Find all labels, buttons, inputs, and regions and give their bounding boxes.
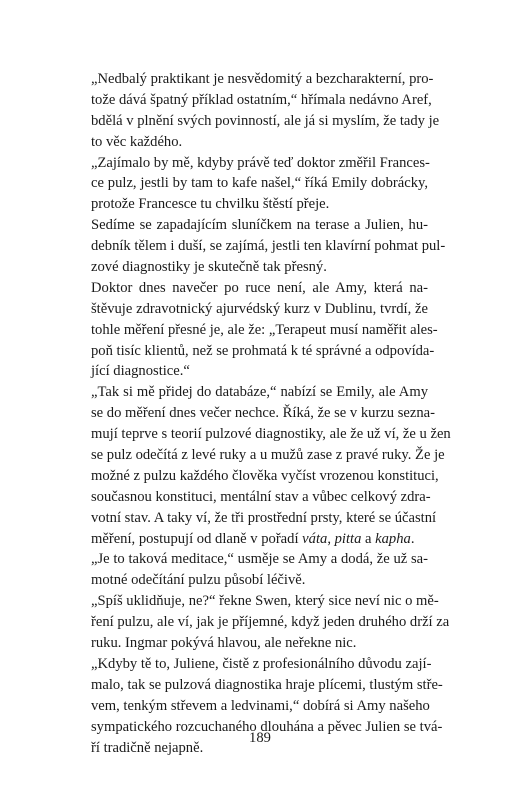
text-line: protože Francesce tu chvilku štěstí přeje. bbox=[91, 196, 330, 213]
page-number: 189 bbox=[249, 730, 271, 746]
text-line: zové diagnostiky je skutečně tak přesný. bbox=[91, 259, 327, 276]
text-line: malo, tak se pulzová diagnostika hraje plícemi, tlustým stře- bbox=[91, 676, 443, 693]
text-line: sympatického rozcuchaného dlouhána a pěvec Julien se tvá- bbox=[91, 718, 443, 735]
text-line: měření, postupují od dlaně v pořadí váta, pitta a kapha. bbox=[91, 530, 415, 547]
text-line: Doktor dnes navečer po ruce není, ale Amy, která na- bbox=[91, 279, 428, 296]
text-line: současnou konstituci, mentální stav a vůbec celkový zdra- bbox=[91, 488, 431, 505]
text-line: bdělá v plnění svých povinností, ale já si myslím, že tady je bbox=[91, 112, 440, 129]
text-line: tože dává špatný příklad ostatním,“ hřímala nedávno Aref, bbox=[91, 91, 432, 108]
paragraph bbox=[91, 69, 440, 153]
text-line: to věc každého. bbox=[91, 133, 183, 150]
text-line: „Zajímalo by mě, kdyby právě teď doktor změřil Frances- bbox=[91, 154, 430, 171]
paragraph bbox=[91, 215, 446, 278]
text-line: motné odečítání pulzu působí léčivě. bbox=[91, 572, 306, 589]
text-line: poň tisíc klientů, než se prohmatá k té správné a odpovída- bbox=[91, 342, 435, 359]
text-line: „Nedbalý praktikant je nesvědomitý a bezcharakterní, pro- bbox=[91, 71, 434, 87]
text-line: vem, tenkým střevem a ledvinami,“ dobírá si Amy našeho bbox=[91, 697, 430, 714]
text-line: ření pulzu, ale ví, jak je příjemné, když jeden druhého drží za bbox=[91, 614, 450, 631]
paragraph bbox=[91, 153, 428, 216]
text-line: mují teprve s teorií pulzové diagnostiky, ale že už ví, že u žen bbox=[91, 426, 451, 443]
text-line: „Kdyby tě to, Juliene, čistě z profesionálního důvodu zají- bbox=[91, 655, 432, 672]
paragraph bbox=[91, 549, 428, 591]
text-line: ří tradičně nejapně. bbox=[91, 739, 204, 756]
text-line: možné z pulzu každého člověka vyčíst vrozenou konstituci, bbox=[91, 467, 439, 484]
text-line: tohle měření přesné je, ale že: „Terapeut musí naměřit ales- bbox=[91, 321, 438, 338]
text-line: votní stav. A taky ví, že tři prostřední prsty, které se účastní bbox=[91, 509, 437, 526]
text-line: ruku. Ingmar pokývá hlavou, ale neřekne nic. bbox=[91, 635, 357, 652]
text-line: se do měření dnes večer nechce. Říká, že se v kurzu sezna- bbox=[91, 405, 436, 422]
text-line: „Je to taková meditace,“ usměje se Amy a dodá, že už sa- bbox=[91, 551, 428, 568]
text-line: ce pulz, jestli by tam to kafe našel,“ říká Emily dobrácky, bbox=[91, 175, 428, 192]
paragraph bbox=[91, 382, 451, 549]
text-line: debník tělem i duší, se zajímá, jestli ten klavírní pohmat pul- bbox=[91, 238, 446, 255]
text-line: se pulz odečítá z levé ruky a u mužů zase z pravé ruky. Že je bbox=[91, 447, 445, 464]
body-text bbox=[91, 69, 451, 758]
paragraph bbox=[91, 278, 438, 382]
text-line: „Tak si mě přidej do databáze,“ nabízí se Emily, ale Amy bbox=[91, 384, 428, 401]
text-line: štěvuje zdravotnický ajurvédský kurz v Dublinu, tvrdí, že bbox=[91, 300, 428, 317]
text-line: „Spíš uklidňuje, ne?“ řekne Swen, který sice neví nic o mě- bbox=[91, 593, 439, 610]
paragraph bbox=[91, 591, 450, 654]
text-line: Sedíme se zapadajícím sluníčkem na terase a Julien, hu- bbox=[91, 217, 428, 234]
text-line: jící diagnostice.“ bbox=[91, 363, 190, 380]
